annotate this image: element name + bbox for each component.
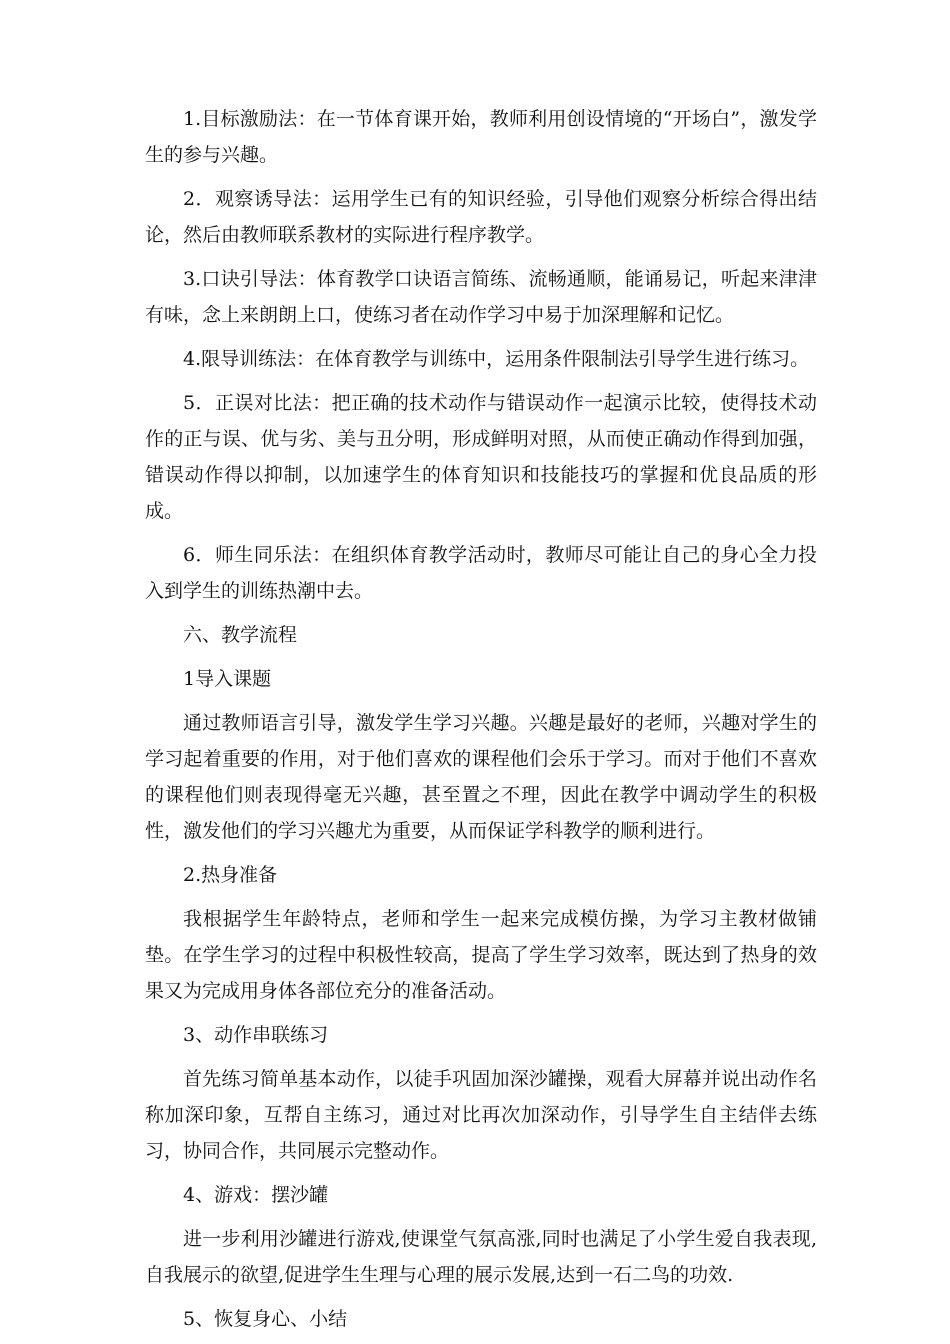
step-body-4: 进一步利用沙罐进行游戏,使课堂气氛高涨,同时也满足了小学生爱自我表现,自我展示的欲望,促进学生生理与心理的展示发展,达到一石二鸟的功效. (145, 1228, 817, 1286)
step-heading-2: 2.热身准备 (183, 864, 278, 886)
section-heading: 六、教学流程 (183, 624, 298, 646)
step-body-1: 通过教师语言引导，激发学生学习兴趣。兴趣是最好的老师，兴趣对学生的学习起着重要的作用，对于他们喜欢的课程他们会乐于学习。而对于他们不喜欢的课程他们则表现得毫无兴趣，甚至置之不理，因此在教学中调动学生的积极性，激发他们的学习兴趣尤为重要，从而保证学科教学的顺利进行。 (145, 712, 817, 842)
step-heading-5: 5、恢复身心、小结 (183, 1308, 348, 1330)
step-body-2: 我根据学生年龄特点，老师和学生一起来完成模仿操，为学习主教材做铺垫。在学生学习的过程中积极性较高，提高了学生学习效率，既达到了热身的效果又为完成用身体各部位充分的准备活动。 (145, 908, 817, 1002)
step-heading-1: 1导入课题 (183, 668, 272, 690)
step-heading-3: 3、动作串联练习 (183, 1024, 329, 1046)
step-body-3: 首先练习简单基本动作，以徒手巩固加深沙罐操，观看大屏幕并说出动作名称加深印象，互帮自主练习，通过对比再次加深动作，引导学生自主结伴去练习，协同合作，共同展示完整动作。 (145, 1068, 817, 1162)
method-paragraph-3: 3.口诀引导法：体育教学口诀语言简练、流畅通顺，能诵易记，听起来津津有味，念上来朗朗上口，使练习者在动作学习中易于加深理解和记忆。 (145, 268, 817, 326)
document-body (145, 101, 817, 1337)
method-paragraph-4: 4.限导训练法：在体育教学与训练中，运用条件限制法引导学生进行练习。 (183, 348, 810, 370)
method-paragraph-5: 5．正误对比法：把正确的技术动作与错误动作一起演示比较，使得技术动作的正与误、优与劣、美与丑分明，形成鲜明对照，从而使正确动作得到加强，错误动作得以抑制，以加速学生的体育知识和技能技巧的掌握和优良品质的形成。 (145, 392, 817, 522)
method-paragraph-1: 1.目标激励法：在一节体育课开始，教师利用创设情境的“开场白”，激发学生的参与兴趣。 (145, 108, 817, 166)
step-heading-4: 4、游戏：摆沙罐 (183, 1184, 329, 1206)
method-paragraph-6: 6．师生同乐法：在组织体育教学活动时，教师尽可能让自己的身心全力投入到学生的训练热潮中去。 (145, 544, 817, 602)
method-paragraph-2: 2．观察诱导法：运用学生已有的知识经验，引导他们观察分析综合得出结论，然后由教师联系教材的实际进行程序教学。 (145, 188, 817, 246)
